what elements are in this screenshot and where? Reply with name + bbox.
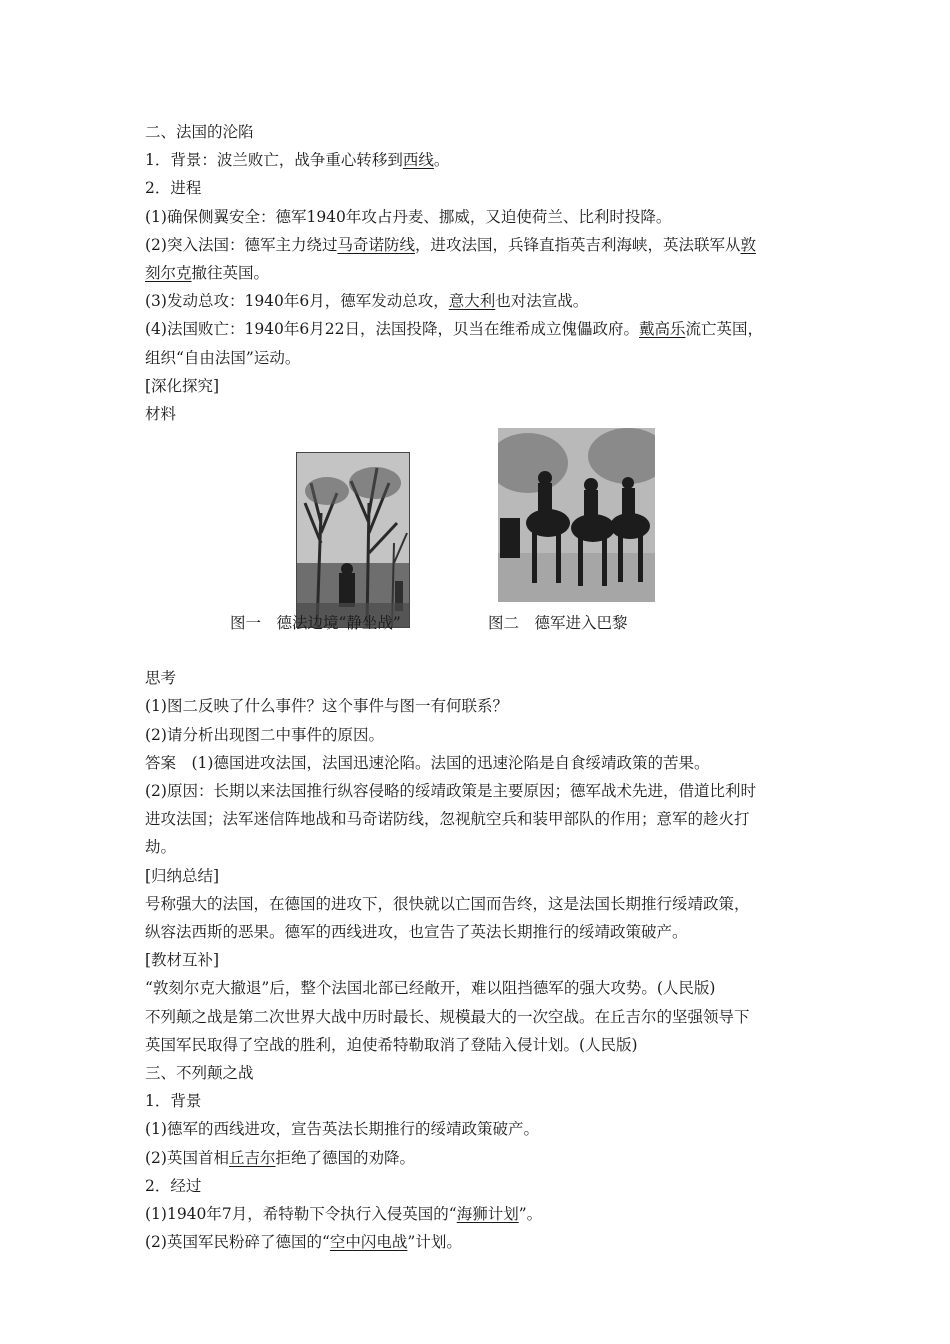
figure-1-caption: 图一 德法边境“静坐战” (230, 614, 401, 633)
background-item-1: (1)德军的西线进攻，宣告英法长期推行的绥靖政策破产。 (145, 1120, 539, 1139)
underlined-term: 马奇诺防线 (337, 235, 415, 254)
process-item-3: (3)发动总攻：1940年6月，德军发动总攻，意大利也对法宣战。 (145, 292, 589, 311)
section2-title: 二、法国的沦陷 (145, 123, 254, 141)
figures-row (145, 428, 825, 664)
figure-2-photo (498, 428, 655, 602)
supplement-text-2: 不列颠之战是第二次世界大战中历时最长、规模最大的一次空战。在丘吉尔的坚强领导下 (145, 1007, 750, 1026)
background-item-2: (2)英国首相丘吉尔拒绝了德国的劝降。 (145, 1148, 415, 1167)
figure-1-photo (296, 452, 410, 628)
underlined-term: 刻尔克 (145, 264, 192, 283)
course-item-1: (1)1940年7月，希特勒下令执行入侵英国的“海狮计划”。 (145, 1205, 543, 1224)
section3-title: 三、不列颠之战 (145, 1064, 254, 1083)
summary-heading: [归纳总结] (145, 866, 220, 885)
think-label: 思考 (145, 669, 177, 688)
answer-2-end: 劫。 (145, 838, 177, 857)
answer-1: 答案 (1)德国进攻法国，法国迅速沦陷。法国的迅速沦陷是自食绥靖政策的苦果。 (145, 753, 710, 772)
question-2: (2)请分析出现图二中事件的原因。 (145, 725, 384, 744)
course-title: 2．经过 (145, 1176, 202, 1195)
underlined-term: 意大利 (448, 292, 496, 311)
background-title: 1．背景 (145, 1092, 202, 1111)
supplement-text-3: 英国军民取得了空战的胜利，迫使希特勒取消了登陆入侵计划。(人民版) (145, 1035, 638, 1054)
supplement-heading: [教材互补] (145, 951, 220, 970)
question-1: (1)图二反映了什么事件？这个事件与图一有何联系？ (145, 697, 508, 716)
process-item-1: (1)确保侧翼安全：德军1940年攻占丹麦、挪威，又迫使荷兰、比利时投降。 (145, 207, 672, 226)
process-item-2-cont: 刻尔克撤往英国。 (145, 264, 270, 283)
supplement-text-1: “敦刻尔克大撤退”后，整个法国北部已经敞开，难以阻挡德军的强大攻势。(人民版) (145, 979, 716, 998)
material-label: 材料 (145, 405, 177, 424)
process-item-4: (4)法国败亡：1940年6月22日，法国投降，贝当在维希成立傀儡政府。戴高乐流亡英国， (145, 320, 764, 339)
summary-text-1: 号称强大的法国，在德国的进攻下，很快就以亡国而告终，这是法国长期推行绥靖政策， (145, 894, 750, 913)
underlined-term: 戴高乐 (639, 320, 686, 339)
deep-heading: [深化探究] (145, 376, 220, 395)
underlined-term: 海狮计划 (456, 1205, 519, 1224)
answer-2-cont: 进攻法国；法军迷信阵地战和马奇诺防线，忽视航空兵和装甲部队的作用；意军的趁火打 (145, 810, 750, 829)
underlined-term: 敦 (740, 235, 757, 254)
course-item-2: (2)英国军民粉碎了德国的“空中闪电战”计划。 (145, 1233, 462, 1252)
answer-2: (2)原因：长期以来法国推行纵容侵略的绥靖政策是主要原因；德军战术先进，借道比利时 (145, 782, 756, 801)
underlined-term: 丘吉尔 (228, 1148, 276, 1167)
summary-text-2: 纵容法西斯的恶果。德军的西线进攻，也宣告了英法长期推行的绥靖政策破产。 (145, 923, 688, 942)
process-item-4-cont: 组织“自由法国”运动。 (145, 348, 301, 367)
document-body (145, 118, 825, 1257)
underlined-term: 空中闪电战 (329, 1233, 408, 1252)
underlined-term: 西线 (402, 151, 434, 170)
figure-2-caption: 图二 德军进入巴黎 (488, 614, 628, 633)
process-item-2: (2)突入法国：德军主力绕过马奇诺防线，进攻法国，兵锋直指英吉利海峡，英法联军从敦 (145, 235, 757, 254)
background-line: 1．背景：波兰败亡，战争重心转移到西线。 (145, 151, 450, 170)
process-title: 2．进程 (145, 179, 202, 198)
